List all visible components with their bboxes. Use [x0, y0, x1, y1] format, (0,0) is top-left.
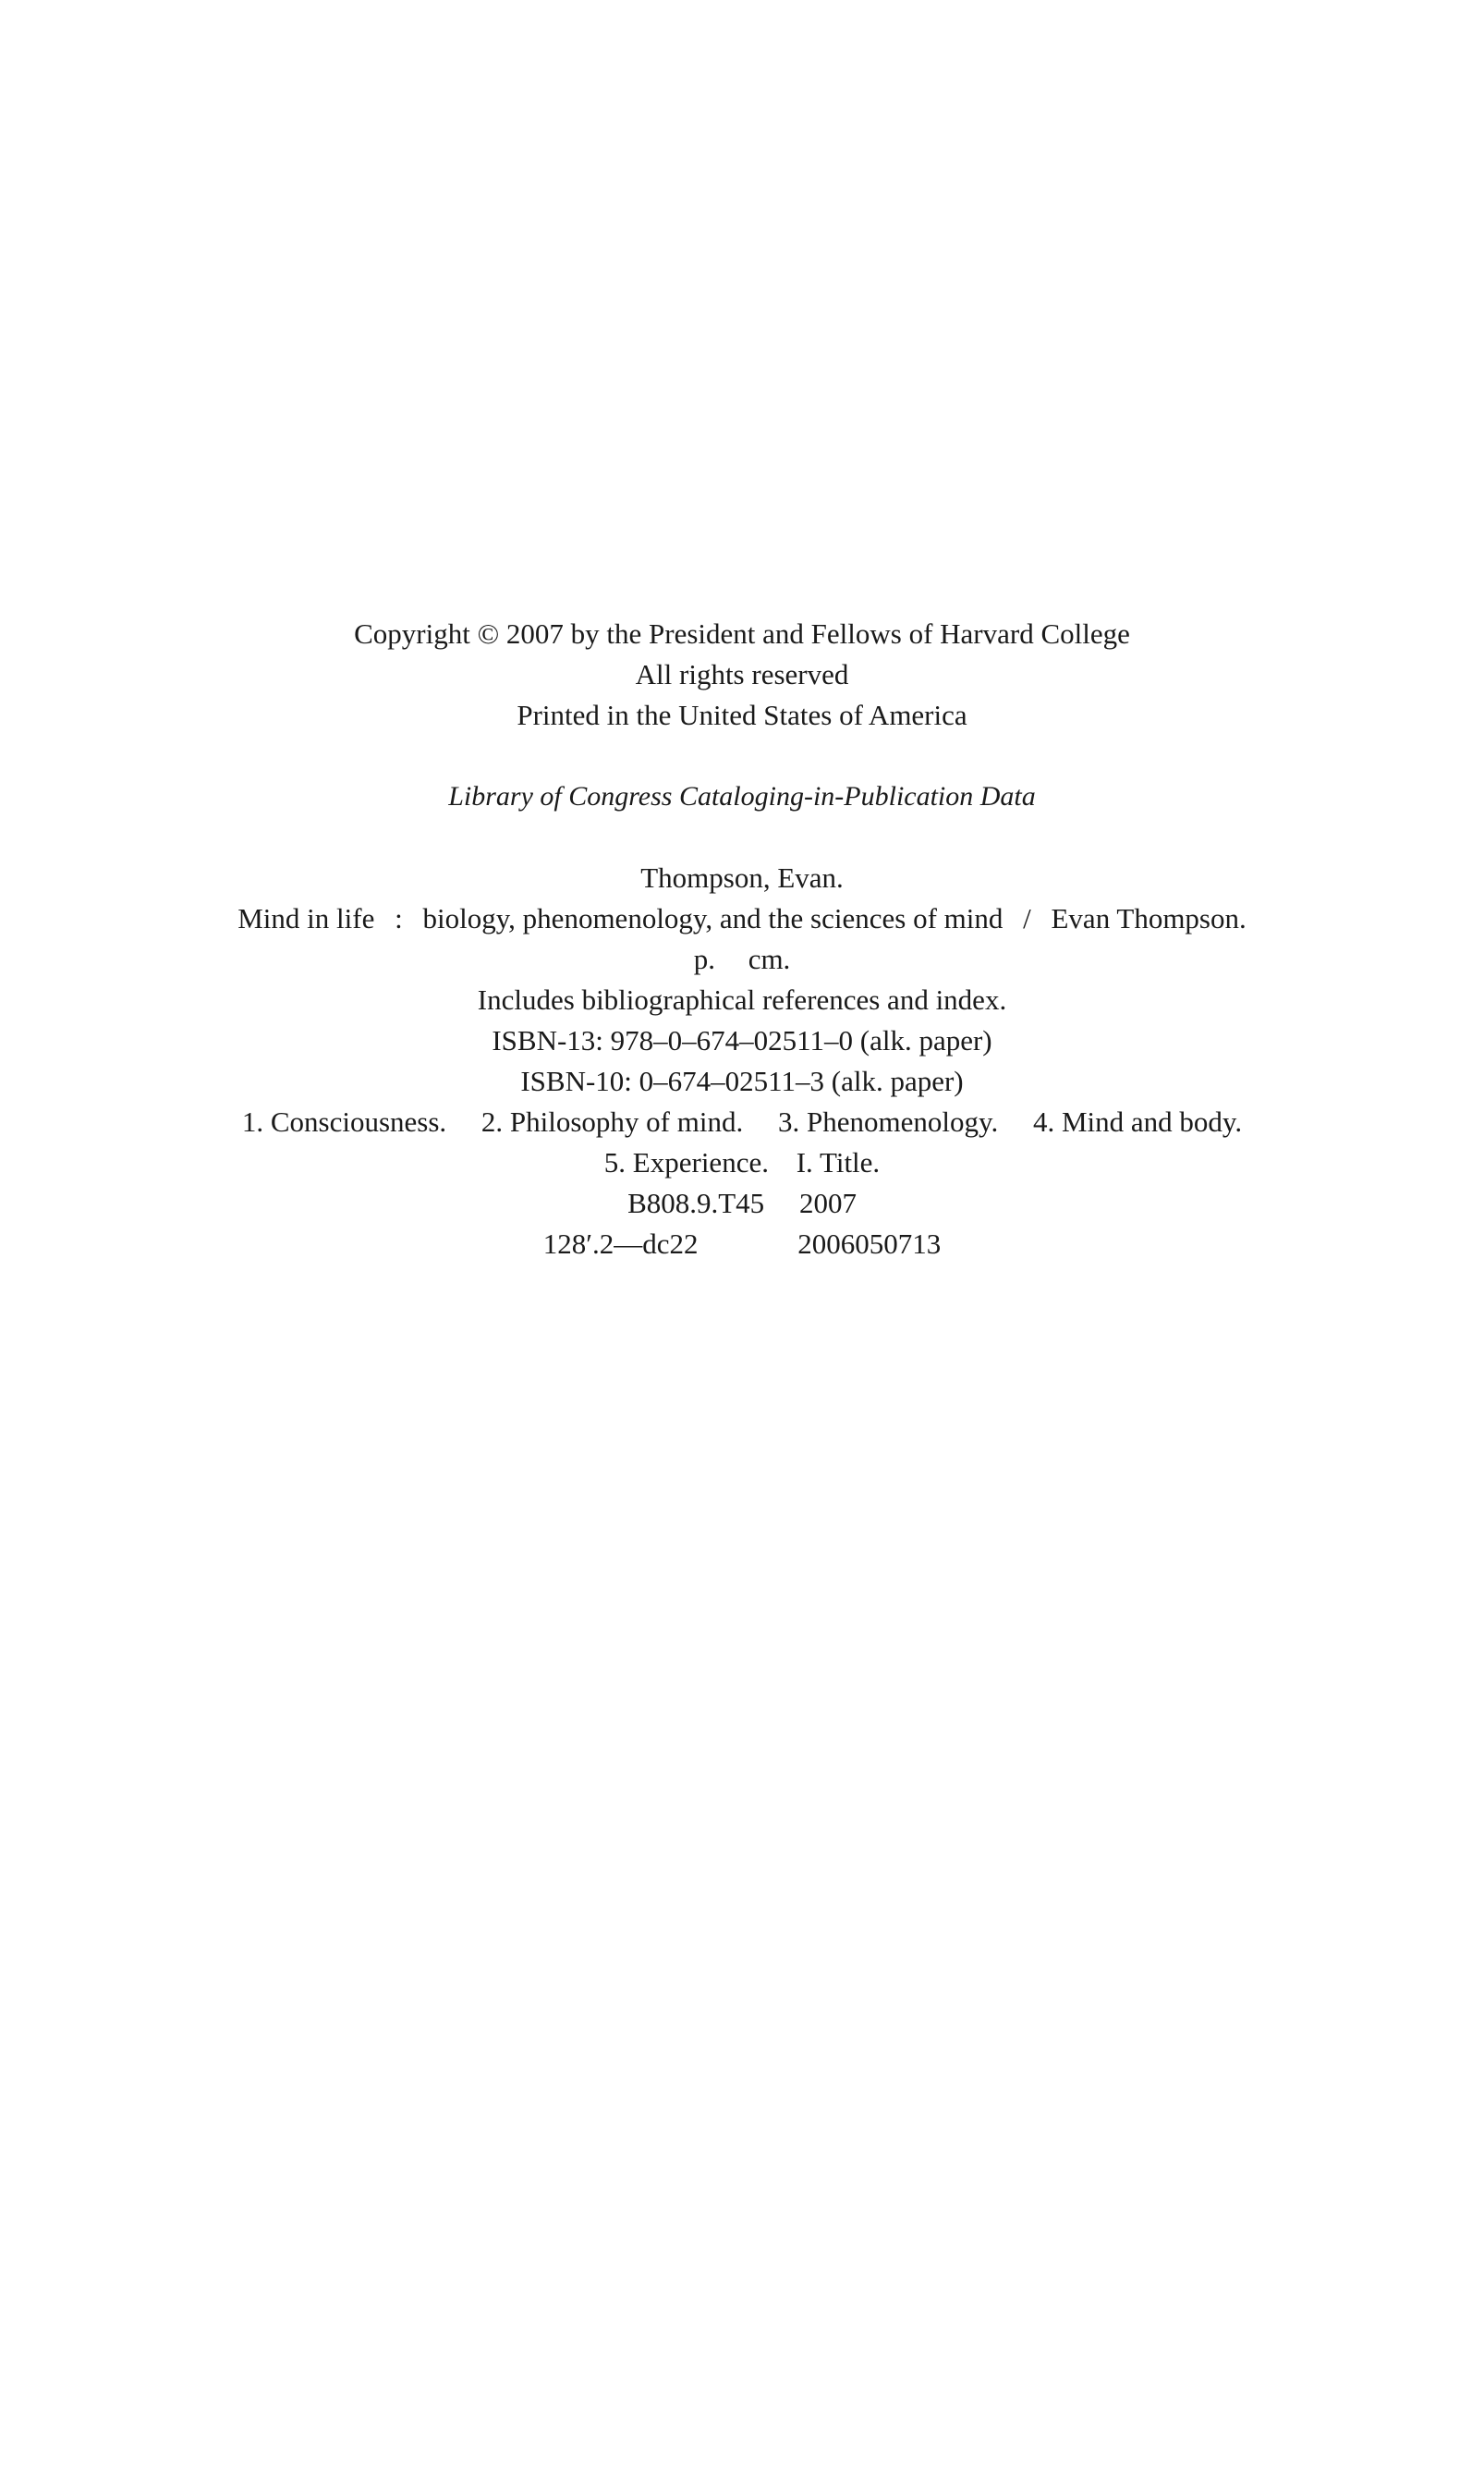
- cip-subject: 4. Mind and body.: [1032, 1106, 1243, 1138]
- cip-lc-year: 2007: [798, 1187, 857, 1219]
- cip-subject: 2. Philosophy of mind.: [480, 1106, 744, 1138]
- cip-size: cm.: [748, 943, 791, 975]
- cip-title-row: [0, 898, 1484, 939]
- cip-lccn: 2006050713: [797, 1228, 942, 1260]
- cip-ddc-row: [0, 1224, 1484, 1264]
- cip-heading: Library of Congress Cataloging-in-Publication Data: [448, 781, 1036, 812]
- cip-title-slash: /: [1023, 902, 1031, 934]
- copyright-notice: [0, 614, 1484, 736]
- cip-isbn13: ISBN-13: 978–0–674–02511–0 (alk. paper): [492, 1024, 992, 1057]
- cip-pages: p.: [693, 943, 715, 975]
- cip-title-subtitle: biology, phenomenology, and the sciences of mind: [422, 902, 1004, 934]
- copyright-line: Copyright © 2007 by the President and Fellows of Harvard College: [354, 617, 1130, 650]
- cip-subjects-row: [0, 1102, 1484, 1142]
- cip-ddc: 128′.2—dc22: [542, 1228, 699, 1260]
- cip-title-main: Mind in life: [237, 902, 375, 934]
- cip-author: Thompson, Evan.: [640, 861, 844, 894]
- cip-subject: 5. Experience.: [603, 1146, 769, 1179]
- cip-lc-classification: [0, 1183, 1484, 1224]
- cip-subjects-row-2: [0, 1142, 1484, 1183]
- cip-note: Includes bibliographical references and index.: [477, 983, 1007, 1016]
- cip-title-colon: :: [395, 902, 403, 934]
- cip-title-responsibility: Evan Thompson.: [1051, 902, 1247, 934]
- cip-subject: 3. Phenomenology.: [778, 1106, 999, 1138]
- cip-physical-description: [0, 939, 1484, 980]
- cip-subject: 1. Consciousness.: [241, 1106, 447, 1138]
- cip-added-title: I. Title.: [796, 1146, 881, 1179]
- rights-line: All rights reserved: [635, 658, 849, 690]
- cip-isbn10: ISBN-10: 0–674–02511–3 (alk. paper): [520, 1065, 964, 1097]
- cip-record: [0, 858, 1484, 1264]
- cip-lc-class: B808.9.T45: [627, 1187, 765, 1219]
- printed-line: Printed in the United States of America: [517, 699, 967, 731]
